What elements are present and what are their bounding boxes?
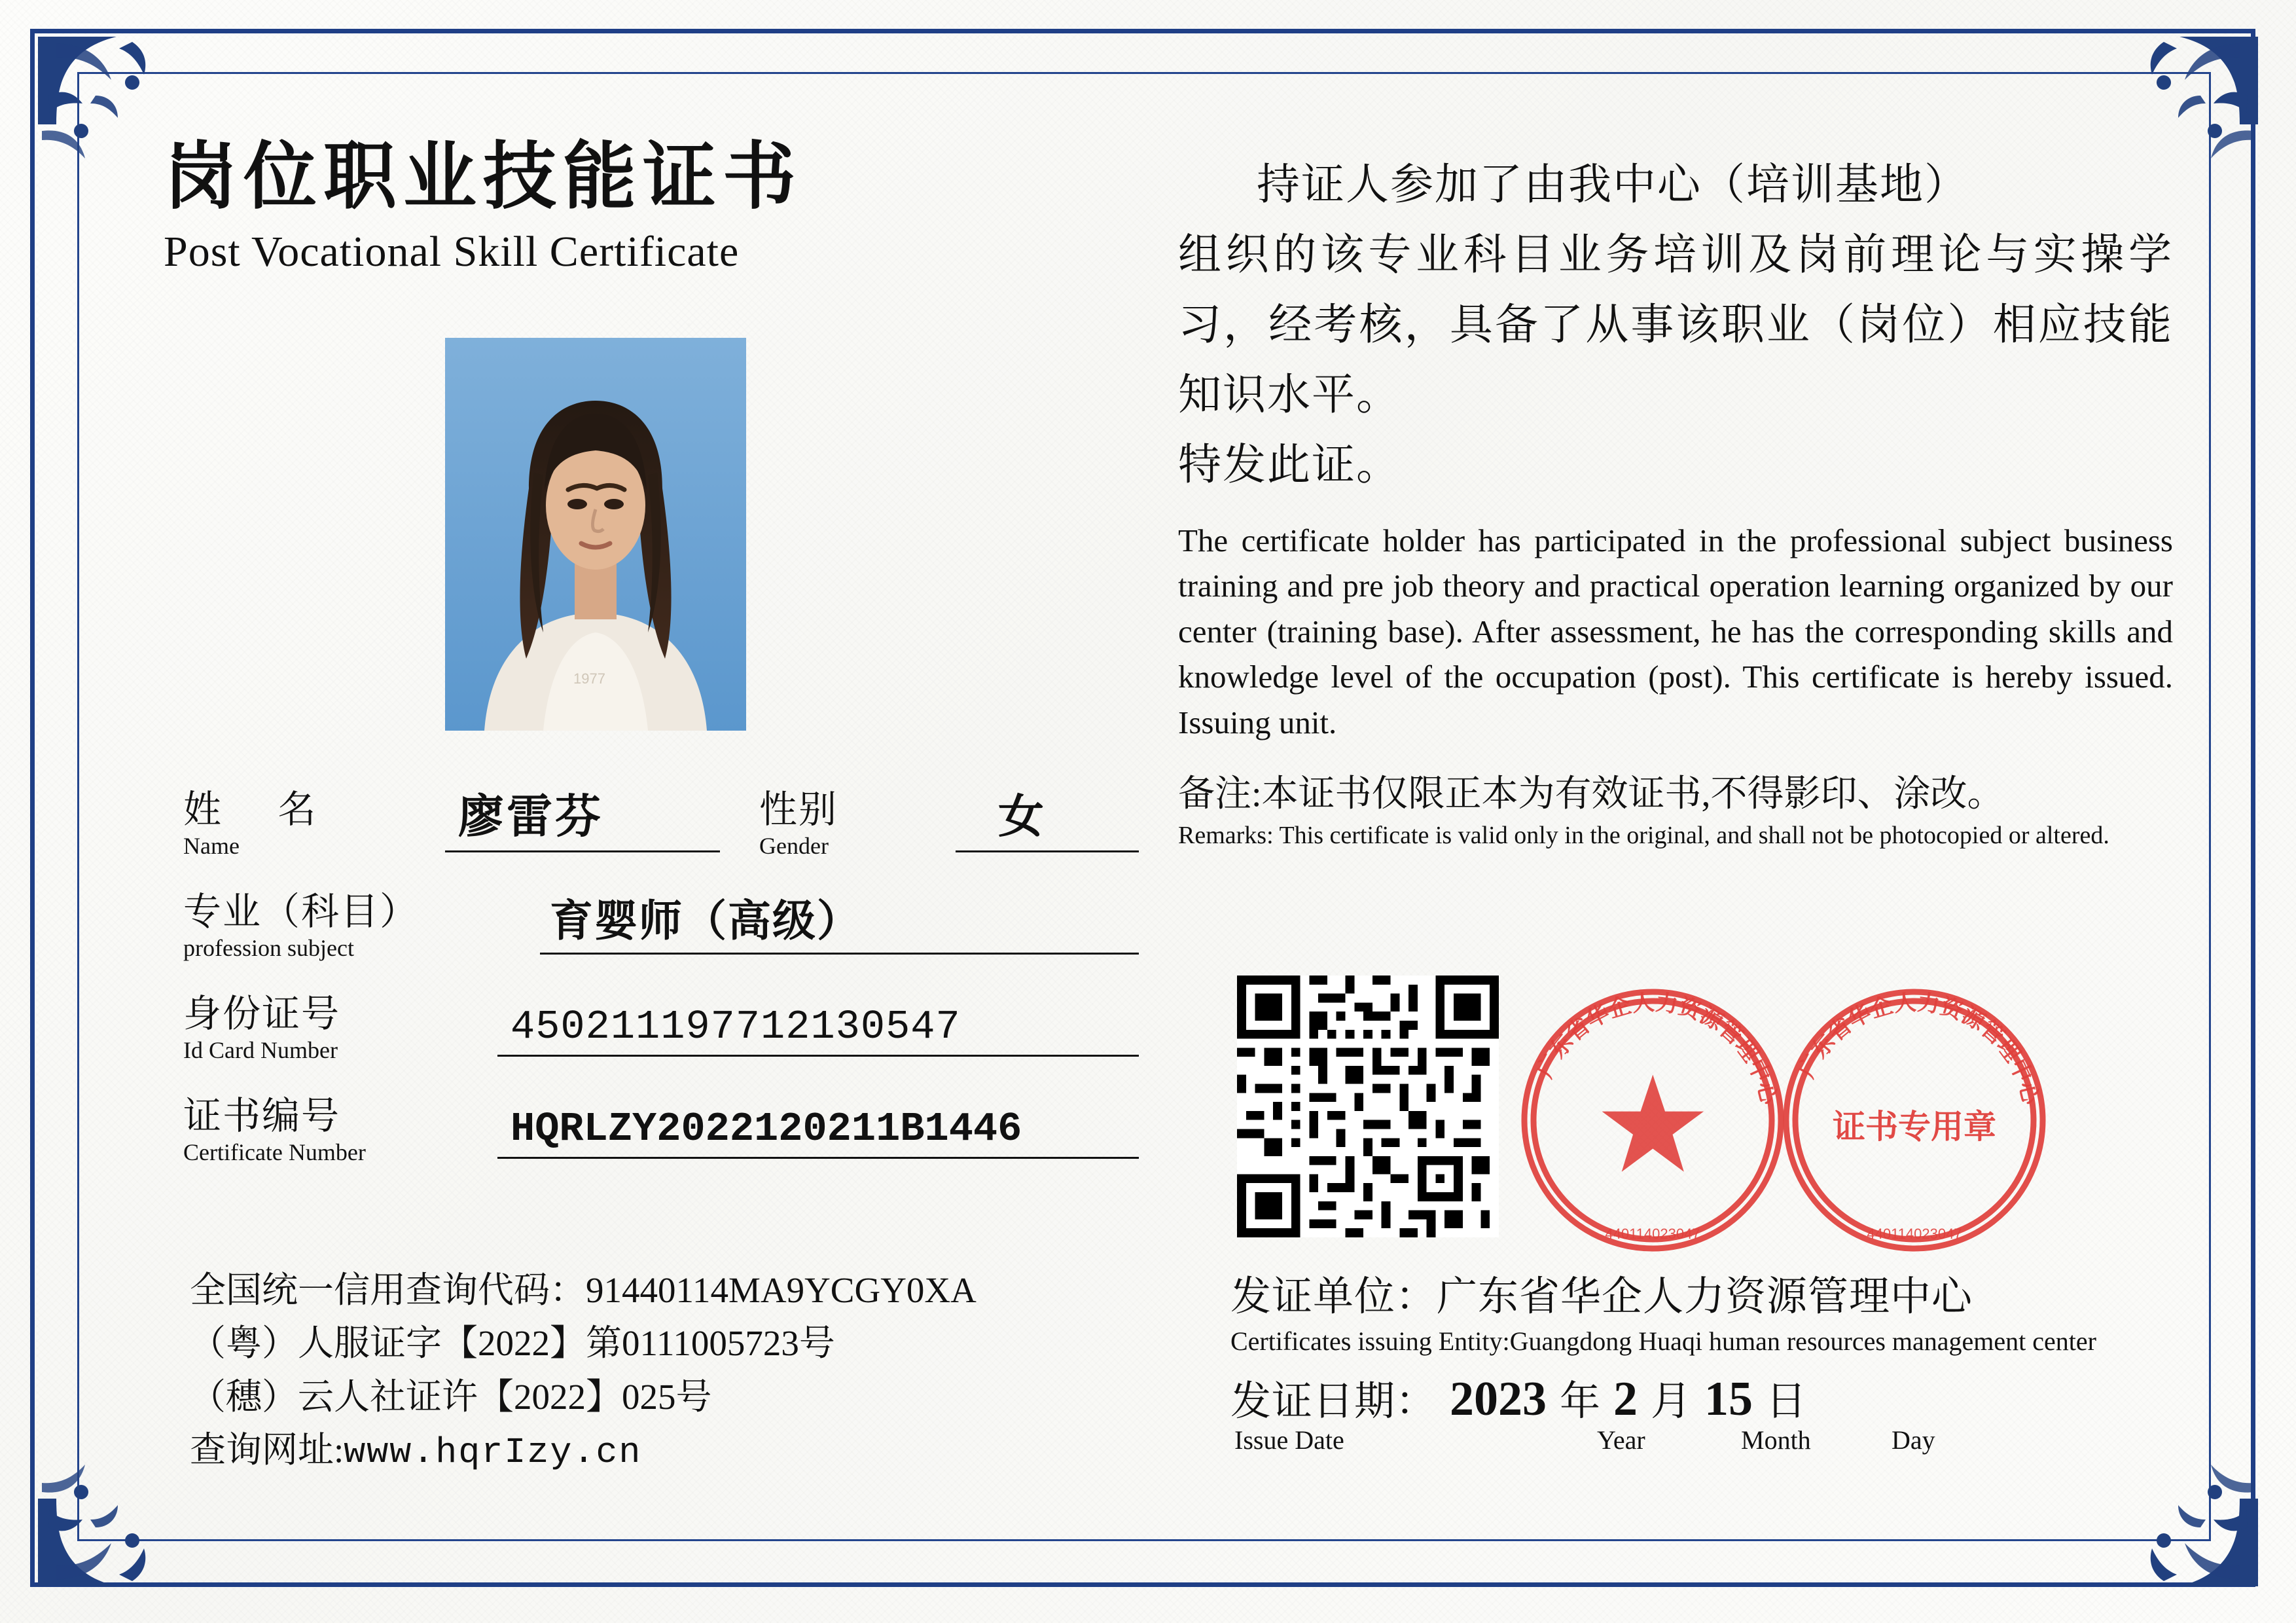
certificate-number-underline — [497, 1157, 1139, 1159]
official-seal-star-icon — [1512, 979, 1793, 1261]
issuer-block — [1230, 1264, 2193, 1357]
id-card-label-cn: 身份证号 — [183, 993, 341, 1035]
issuer-value-cn: 广东省华企人力资源管理中心 — [1437, 1275, 1973, 1319]
issue-year-value: 2023 — [1450, 1372, 1547, 1426]
field-row-profession — [183, 868, 1139, 970]
svg-text:1977: 1977 — [573, 670, 605, 687]
certificate-number-label-en: Certificate Number — [183, 1139, 366, 1165]
license-line-2: （穗）云人社证许【2022】025号 — [190, 1376, 712, 1417]
svg-text:证书专用章: 证书专用章 — [1833, 1108, 1996, 1145]
gender-label-en: Gender — [759, 833, 829, 859]
statement-cn — [1178, 151, 2173, 501]
profession-value: 育婴师（高级） — [550, 898, 861, 945]
page-title-en: Post Vocational Skill Certificate — [164, 228, 740, 276]
issue-month-unit: 月 — [1651, 1379, 1692, 1424]
profession-label — [183, 890, 420, 961]
qr-and-seals-area — [1237, 976, 2186, 1257]
issue-date-sub-labels — [1230, 1425, 2193, 1457]
svg-text:广东省华企人力资源管理中心: 广东省华企人力资源管理中心 — [1795, 991, 2043, 1107]
gender-value: 女 — [998, 792, 1044, 843]
issue-date-label-cn: 发证日期： — [1230, 1379, 1437, 1424]
certificate-seal-icon — [1774, 979, 2055, 1261]
query-site-label: 查询网址: — [190, 1430, 344, 1470]
portrait-photo-icon — [445, 338, 746, 731]
statement-cn-last: 特发此证。 — [1178, 441, 1401, 489]
id-card-value: 450211197712130547 — [511, 1004, 961, 1050]
issue-date-label-en: Issue Date — [1234, 1425, 1344, 1455]
year-label-en: Year — [1597, 1425, 1645, 1455]
statement-cn-line-1: 持证人参加了由我中心（培训基地） — [1257, 161, 1969, 209]
certificate-right-column — [1178, 151, 2173, 850]
month-label-en: Month — [1741, 1425, 1811, 1455]
name-value: 廖雷芬 — [458, 792, 603, 843]
gender-label-cn: 性别 — [759, 788, 838, 831]
remark-cn: 备注:本证书仅限正本为有效证书,不得影印、涂改。 — [1178, 774, 2004, 815]
query-site-line — [190, 1423, 1172, 1479]
issue-month-value: 2 — [1613, 1372, 1638, 1426]
name-label-cn: 姓 名 — [183, 788, 340, 831]
certificate-left-column — [164, 137, 1132, 277]
query-site-value[interactable]: www.hqrIzy.cn — [344, 1432, 642, 1474]
statement-cn-body: 组织的该专业科目业务培训及岗前理论与实操学习，经考核，具备了从事该职业（岗位）相应技能知识水平。 — [1178, 230, 2173, 419]
profession-label-en: profession subject — [183, 935, 354, 961]
id-card-underline — [497, 1055, 1139, 1057]
issuer-line-cn — [1230, 1264, 2193, 1322]
certificate-fields — [183, 766, 1139, 1175]
profession-underline — [540, 953, 1139, 955]
field-row-certificate-number — [183, 1072, 1139, 1175]
id-card-label-en: Id Card Number — [183, 1037, 338, 1063]
certificate-number-label — [183, 1097, 366, 1164]
day-label-en: Day — [1892, 1425, 1935, 1455]
name-label — [183, 788, 340, 859]
page-title-cn: 岗位职业技能证书 — [164, 137, 802, 218]
gender-underline — [956, 850, 1139, 852]
credit-code-line: 全国统一信用查询代码：91440114MA9YCGY0XA — [190, 1270, 977, 1310]
certificate-number-value: HQRLZY2022120211B1446 — [511, 1106, 1022, 1152]
issuer-label-cn: 发证单位： — [1230, 1275, 1437, 1319]
issue-day-unit: 日 — [1766, 1379, 1807, 1424]
issuer-line-en: Certificates issuing Entity:Guangdong Huaqi human resources management center — [1230, 1326, 2096, 1356]
name-label-en: Name — [183, 833, 240, 859]
footer-left-block — [190, 1264, 1172, 1480]
svg-text:440114023047: 440114023047 — [1867, 1226, 1962, 1242]
issue-date-line — [1230, 1368, 2193, 1425]
gender-label — [759, 788, 838, 859]
svg-text:440114023047: 440114023047 — [1605, 1226, 1700, 1242]
name-underline — [445, 850, 720, 852]
statement-en: The certificate holder has participated in the professional subject business training and pre job theory and practical operation learning organized by our center (training base). After assessment, he has the corresponding skills and knowledge level of the occupation (post). This certificate is hereby issued. Issuing unit. — [1178, 522, 2173, 740]
id-card-label — [183, 995, 340, 1062]
field-row-id-card — [183, 970, 1139, 1072]
qr-code-icon[interactable] — [1237, 976, 1499, 1237]
certificate-number-label-cn: 证书编号 — [183, 1095, 341, 1137]
field-row-name — [183, 766, 1139, 868]
remark-en: Remarks: This certificate is valid only in the original, and shall not be photocopied or altered. — [1178, 822, 2109, 850]
issue-day-value: 15 — [1704, 1372, 1753, 1426]
profession-label-cn: 专业（科目） — [183, 890, 420, 933]
issue-year-unit: 年 — [1560, 1379, 1601, 1424]
issue-date-block — [1230, 1368, 2193, 1457]
license-line-1: （粤）人服证字【2022】第0111005723号 — [190, 1323, 835, 1364]
svg-text:广东省华企人力资源管理中心: 广东省华企人力资源管理中心 — [1533, 991, 1781, 1107]
